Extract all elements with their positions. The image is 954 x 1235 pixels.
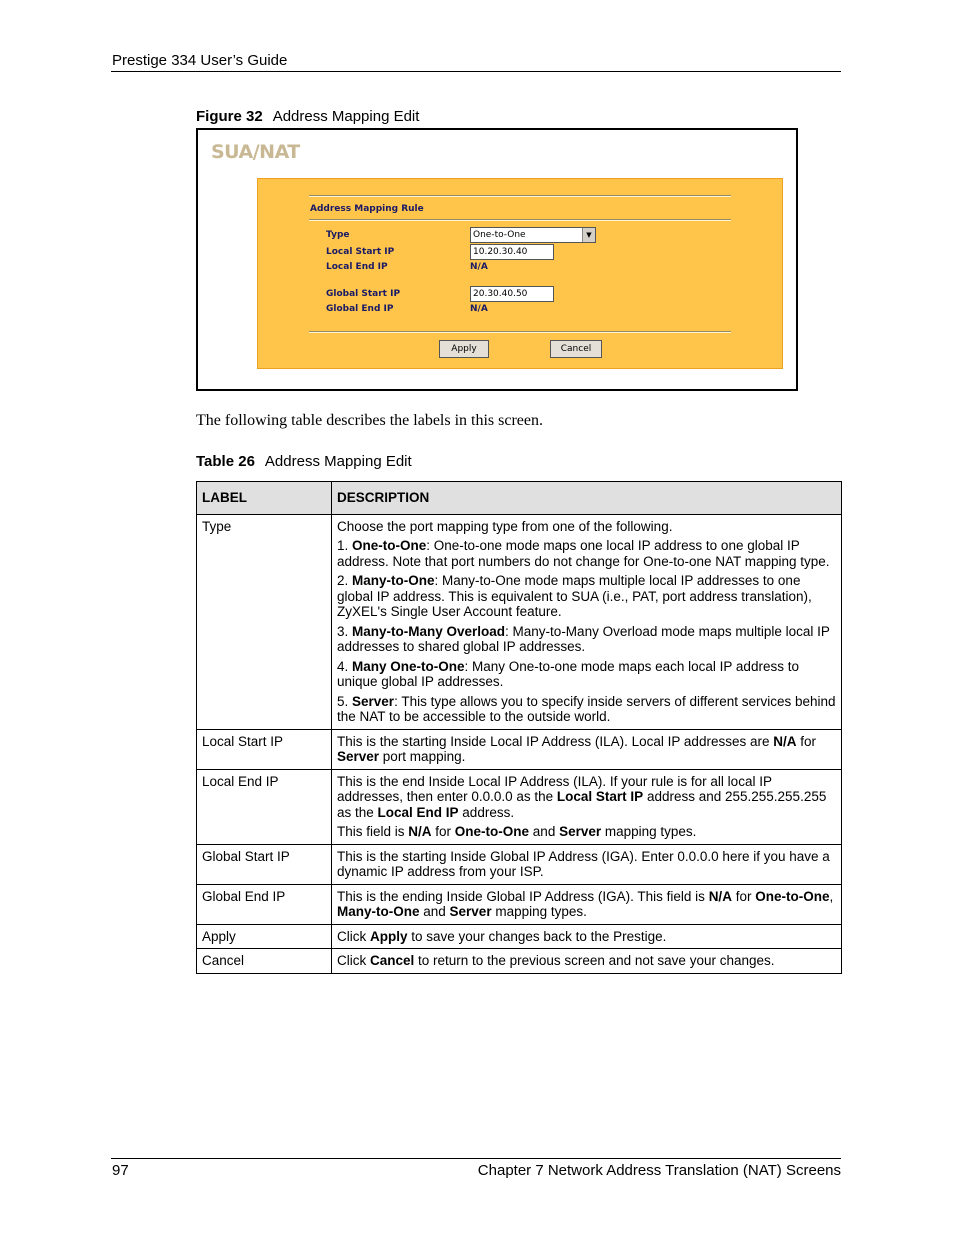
table-row [197, 729, 842, 769]
figure-caption [196, 108, 419, 125]
item-term: One-to-One [352, 538, 427, 553]
table-title: Address Mapping Edit [264, 453, 412, 470]
table-row [197, 514, 842, 729]
description-table [196, 481, 842, 974]
desc-paragraph [337, 824, 836, 840]
desc-text: This is the ending Inside Global IP Address (IGA). This field is [337, 888, 709, 904]
panel-bottom-rule [309, 331, 731, 333]
row-description [332, 884, 842, 924]
desc-text: Click [337, 928, 370, 944]
page-number: 97 [112, 1162, 129, 1179]
item-term: Many One-to-One [352, 658, 465, 674]
type-select[interactable] [470, 227, 596, 243]
apply-button[interactable]: Apply [439, 340, 489, 358]
desc-text: and [419, 904, 450, 919]
desc-bold: Many-to-One [337, 904, 420, 919]
desc-text: Click [337, 953, 370, 968]
desc-bold: Server [559, 824, 602, 839]
intro-paragraph: The following table describes the labels in this screen. [196, 412, 544, 429]
local-start-label: Local Start IP [326, 247, 395, 257]
global-start-input[interactable]: 20.30.40.50 [470, 286, 554, 302]
desc-bold: Cancel [370, 953, 415, 968]
row-description [332, 514, 842, 729]
local-end-label: Local End IP [326, 262, 388, 272]
screen-title: SUA/NAT [211, 141, 300, 163]
desc-bold: Server [337, 749, 380, 764]
type-item [337, 624, 836, 655]
desc-text: , [829, 888, 834, 904]
item-text: : Many-to-One mode maps multiple local IP addresses to one global IP address. This is equivalent to SUA (i.e., PAT, port address translation), ZyXEL's Single User Account feature. [337, 573, 812, 619]
header-description: DESCRIPTION [332, 482, 842, 515]
type-item [337, 659, 836, 690]
desc-text: mapping types. [491, 904, 587, 919]
row-label: Global End IP [197, 884, 332, 924]
desc-bold: Local End IP [377, 804, 459, 820]
type-item [337, 694, 836, 725]
desc-text: address and 255.255.255.255 as the [337, 789, 827, 820]
global-start-label: Global Start IP [326, 289, 401, 299]
section-title: Address Mapping Rule [310, 204, 424, 214]
table-row [197, 924, 842, 949]
row-label: Local Start IP [197, 729, 332, 769]
item-text: : Many-to-Many Overload mode maps multiple local IP addresses to shared global IP addresses. [337, 623, 830, 654]
desc-bold: Local Start IP [556, 789, 644, 804]
figure-title: Address Mapping Edit [272, 108, 420, 125]
chapter-title: Chapter 7 Network Address Translation (NAT) Screens [477, 1162, 841, 1179]
chevron-down-icon[interactable]: ▼ [582, 228, 595, 242]
desc-text: for [431, 824, 455, 839]
row-description [332, 769, 842, 844]
type-item [337, 538, 836, 569]
type-intro: Choose the port mapping type from one of the following. [337, 518, 673, 534]
desc-text: This is the starting Inside Local IP Address (ILA). Local IP addresses are [337, 733, 774, 749]
header-rule [111, 71, 841, 72]
desc-text: and [529, 824, 560, 839]
desc-text: for [796, 733, 816, 749]
table-row [197, 769, 842, 844]
desc-text: port mapping. [379, 749, 466, 764]
item-number: 3. [337, 623, 353, 639]
item-number: 2. [337, 573, 353, 588]
row-label: Type [197, 514, 332, 729]
item-text: : This type allows you to specify inside servers of different services behind the NAT to be accessible to the outside world. [337, 693, 836, 724]
row-description: This is the starting Inside Global IP Address (IGA). Enter 0.0.0.0 here if you have a dynamic IP address from your ISP. [332, 844, 842, 884]
type-label: Type [326, 230, 350, 240]
running-header: Prestige 334 User’s Guide [112, 52, 288, 69]
row-description [332, 949, 842, 974]
row-label: Cancel [197, 949, 332, 974]
header-label: LABEL [197, 482, 332, 515]
row-label: Global Start IP [197, 844, 332, 884]
item-term: Many-to-One [352, 573, 435, 588]
table-row [197, 884, 842, 924]
desc-bold: N/A [773, 733, 797, 749]
desc-paragraph [337, 774, 836, 821]
row-description [332, 924, 842, 949]
row-description [332, 729, 842, 769]
desc-bold: One-to-One [755, 888, 830, 904]
row-label: Apply [197, 924, 332, 949]
desc-bold: N/A [708, 888, 732, 904]
section-rule [309, 219, 731, 221]
row-label: Local End IP [197, 769, 332, 844]
cancel-button[interactable]: Cancel [550, 340, 602, 358]
global-end-value: N/A [470, 304, 488, 314]
desc-text: This is the end Inside Local IP Address (ILA). If your rule is for all local IP addresses, then enter 0.0.0.0 as the [337, 773, 772, 804]
table-header-row [197, 482, 842, 515]
desc-bold: Apply [370, 928, 408, 944]
figure-label: Figure 32 [196, 108, 263, 125]
item-term: Many-to-Many Overload [352, 623, 506, 639]
item-number: 1. [337, 538, 353, 553]
desc-bold: Server [449, 904, 492, 919]
desc-text: to return to the previous screen and not save your changes. [414, 953, 775, 968]
item-text: : Many One-to-one mode maps each local IP address to unique global IP addresses. [337, 658, 799, 689]
footer-rule [111, 1158, 841, 1159]
desc-text: This field is [337, 824, 409, 839]
table-row [197, 844, 842, 884]
table-caption [196, 453, 412, 470]
local-end-value: N/A [470, 262, 488, 272]
panel-top-rule [309, 195, 731, 197]
local-start-input[interactable]: 10.20.30.40 [470, 244, 554, 260]
item-number: 5. [337, 693, 353, 709]
table-label: Table 26 [196, 453, 255, 470]
global-end-label: Global End IP [326, 304, 394, 314]
item-number: 4. [337, 658, 353, 674]
table-row [197, 949, 842, 974]
desc-text: mapping types. [601, 824, 697, 839]
item-text: : One-to-one mode maps one local IP address to one global IP address. Note that port numbers do not change for One-to-one NAT mapping type. [337, 538, 830, 569]
desc-text: address. [458, 804, 515, 820]
desc-text: for [731, 888, 756, 904]
type-item [337, 573, 836, 620]
desc-bold: N/A [408, 824, 432, 839]
item-term: Server [352, 693, 395, 709]
desc-bold: One-to-One [454, 824, 530, 839]
type-select-value: One-to-One [473, 230, 526, 240]
desc-text: to save your changes back to the Prestige. [407, 928, 667, 944]
